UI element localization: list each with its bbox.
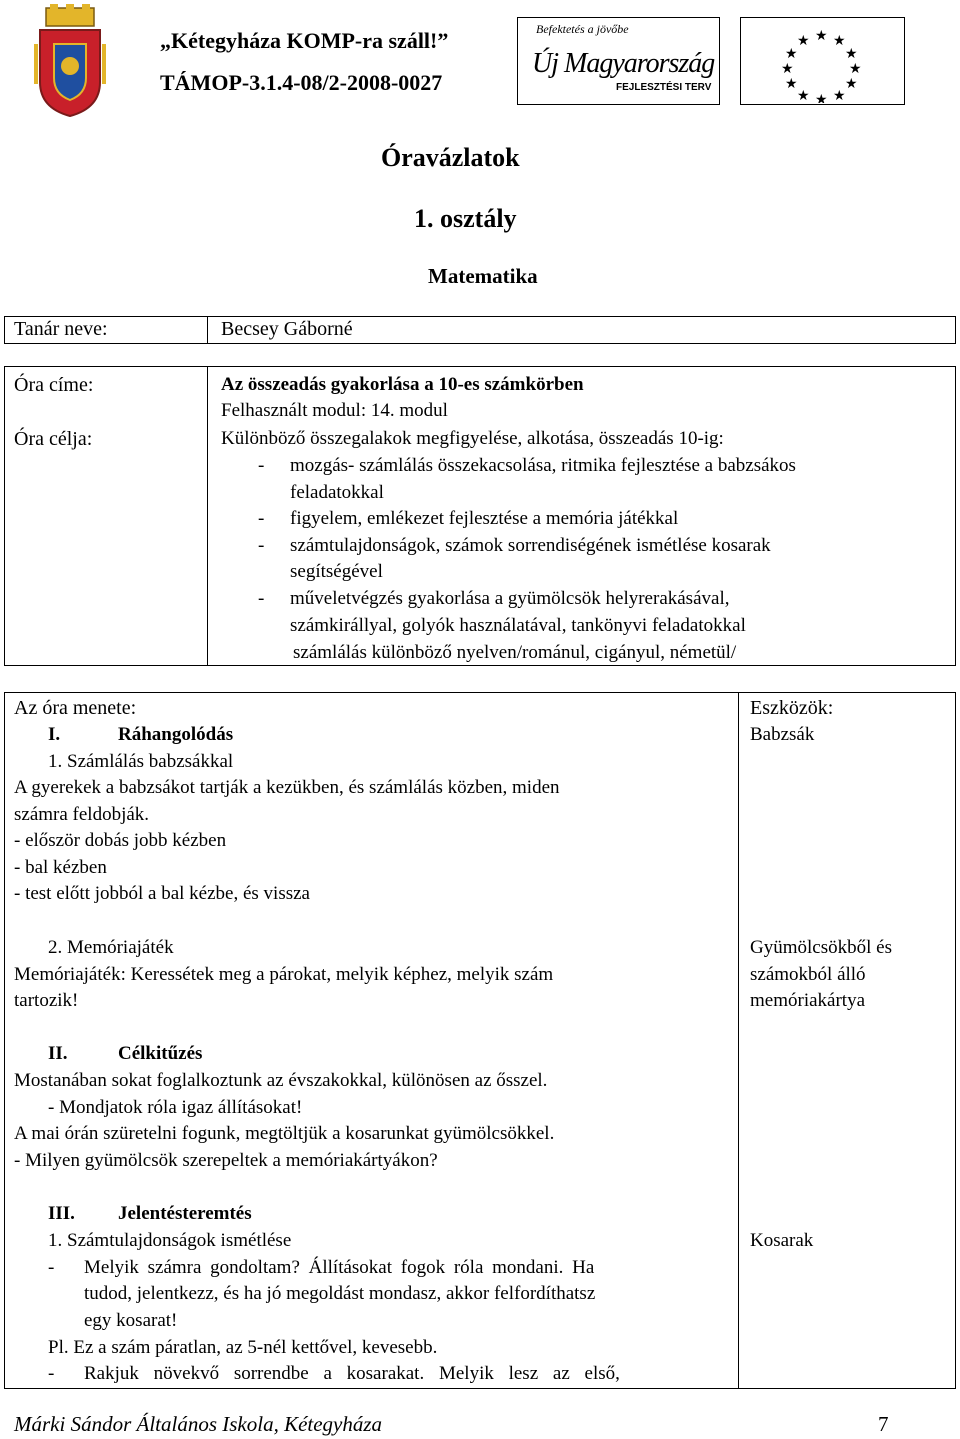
- svg-text:★: ★: [785, 46, 798, 62]
- bullet-dash: -: [258, 588, 265, 609]
- tools-heading: Eszközök:: [750, 697, 834, 719]
- bullet-dash: -: [48, 1363, 55, 1384]
- goal-line: feladatokkal: [290, 482, 384, 503]
- process-line: Mostanában sokat foglalkoztunk az évszakokkal, különösen az ősszel.: [14, 1070, 548, 1091]
- table-border-right: [955, 316, 956, 344]
- project-title: „Kétegyháza KOMP-ra száll!”: [160, 28, 449, 53]
- teacher-name: Becsey Gáborné: [221, 318, 353, 340]
- subsection-title: 2. Memóriajáték: [48, 937, 174, 958]
- tool-item: Babzsák: [750, 724, 815, 745]
- process-table-bottom: [4, 1388, 956, 1389]
- svg-text:★: ★: [815, 28, 828, 44]
- goal-line: számkirállyal, golyók használatával, tankönyvi feladatokkal: [290, 615, 746, 636]
- process-line: - test előtt jobból a bal kézbe, és vissza: [14, 883, 310, 904]
- process-line: - először dobás jobb kézben: [14, 830, 227, 851]
- lesson-title: Az összeadás gyakorlása a 10-es számkörben: [221, 374, 584, 395]
- process-line: - Milyen gyümölcsök szerepeltek a memóriakártyákon?: [14, 1150, 438, 1171]
- project-code: TÁMOP-3.1.4-08/2-2008-0027: [160, 70, 443, 95]
- bullet-dash: -: [48, 1257, 55, 1278]
- process-line: tartozik!: [14, 990, 79, 1011]
- uj-magyarorszag-logo: [517, 17, 720, 105]
- process-line: egy kosarat!: [84, 1310, 178, 1331]
- table-border-left: [4, 366, 5, 666]
- svg-text:★: ★: [833, 88, 846, 103]
- svg-text:★: ★: [797, 88, 810, 103]
- goal-line: segítségével: [290, 561, 383, 582]
- table-border-top: [4, 316, 956, 317]
- table-divider: [4, 366, 956, 367]
- goal-line: számlálás különböző nyelven/románul, cigányul, németül/: [293, 642, 737, 663]
- logo-tagline: Befektetés a jövőbe: [536, 22, 629, 36]
- svg-text:★: ★: [845, 76, 858, 92]
- section-number: III.: [48, 1203, 75, 1224]
- svg-text:★: ★: [833, 33, 846, 49]
- module-used: Felhasznált modul: 14. modul: [221, 400, 448, 421]
- tool-item: Kosarak: [750, 1230, 814, 1251]
- section-title: Célkitűzés: [118, 1043, 203, 1064]
- process-table-right: [955, 692, 956, 1389]
- lesson-title-label: Óra címe:: [14, 374, 94, 396]
- process-line: Memóriajáték: Keressétek meg a párokat, melyik képhez, melyik szám: [14, 964, 554, 985]
- bullet-dash: -: [258, 535, 265, 556]
- svg-text:★: ★: [785, 76, 798, 92]
- tool-item: számokból álló: [750, 964, 866, 985]
- kétegyháza-crest-icon: [30, 4, 110, 120]
- table-border-right: [955, 366, 956, 666]
- subsection-title: 1. Számtulajdonságok ismétlése: [48, 1230, 292, 1251]
- svg-text:★: ★: [815, 92, 828, 103]
- teacher-label: Tanár neve:: [14, 318, 108, 340]
- table-divider: [4, 343, 956, 344]
- table-column-divider: [207, 366, 208, 666]
- table-border-left: [4, 316, 5, 344]
- bullet-dash: -: [258, 508, 265, 529]
- process-line: Melyik számra gondoltam? Állításokat fogok róla mondani. Ha: [84, 1257, 595, 1278]
- table-border-bottom: [4, 665, 956, 666]
- process-line: Pl. Ez a szám páratlan, az 5-nél kettővel, kevesebb.: [48, 1337, 438, 1358]
- subsection-title: 1. Számlálás babzsákkal: [48, 751, 234, 772]
- svg-text:★: ★: [797, 33, 810, 49]
- grade-heading: 1. osztály: [414, 204, 517, 233]
- document-title: Óravázlatok: [381, 143, 520, 172]
- process-line: A mai órán szüretelni fogunk, megtöltjük a kosarunkat gyümölcsökkel.: [14, 1123, 555, 1144]
- eu-flag-logo: [740, 17, 905, 105]
- bullet-dash: -: [258, 455, 265, 476]
- page-number: 7: [878, 1412, 889, 1436]
- process-heading: Az óra menete:: [14, 697, 137, 719]
- process-line: A gyerekek a babzsákot tartják a kezükben, és számlálás közben, miden: [14, 777, 560, 798]
- section-title: Jelentésteremtés: [118, 1203, 252, 1224]
- tool-item: Gyümölcsökből és: [750, 937, 892, 958]
- logo-sub-text: FEJLESZTÉSI TERV: [616, 82, 712, 93]
- goal-intro: Különböző összegalakok megfigyelése, alkotása, összeadás 10-ig:: [221, 428, 724, 449]
- process-table-left: [4, 692, 5, 1389]
- goal-line: műveletvégzés gyakorlása a gyümölcsök helyrerakásával,: [290, 588, 730, 609]
- svg-text:★: ★: [849, 61, 862, 77]
- goal-line: számtulajdonságok, számok sorrendiségének ismétlése kosarak: [290, 535, 771, 556]
- process-line: számra feldobják.: [14, 804, 150, 825]
- goal-line: figyelem, emlékezet fejlesztése a memória játékkal: [290, 508, 679, 529]
- goal-label: Óra célja:: [14, 428, 93, 450]
- footer-school: Márki Sándor Általános Iskola, Kétegyháza: [14, 1412, 383, 1436]
- process-table-top: [4, 692, 956, 693]
- process-line: tudod, jelentkezz, és ha jó megoldást mondasz, akkor felfordíthatsz: [84, 1283, 596, 1304]
- svg-text:★: ★: [781, 61, 794, 77]
- subject-heading: Matematika: [428, 264, 538, 288]
- process-line: Rakjuk növekvő sorrendbe a kosarakat. Melyik lesz az első,: [84, 1363, 620, 1384]
- logo-main-text: Új Magyarország: [532, 48, 715, 79]
- goal-line: mozgás- számlálás összekacsolása, ritmika fejlesztése a babzsákos: [290, 455, 796, 476]
- process-line: - Mondjatok róla igaz állításokat!: [48, 1097, 303, 1118]
- tool-item: memóriakártya: [750, 990, 866, 1011]
- section-number: I.: [48, 724, 61, 745]
- process-line: - bal kézben: [14, 857, 107, 878]
- section-title: Ráhangolódás: [118, 724, 234, 745]
- process-table-divider: [738, 692, 739, 1389]
- eu-stars-icon: [741, 18, 903, 103]
- table-column-divider: [207, 316, 208, 344]
- svg-text:★: ★: [845, 46, 858, 62]
- section-number: II.: [48, 1043, 68, 1064]
